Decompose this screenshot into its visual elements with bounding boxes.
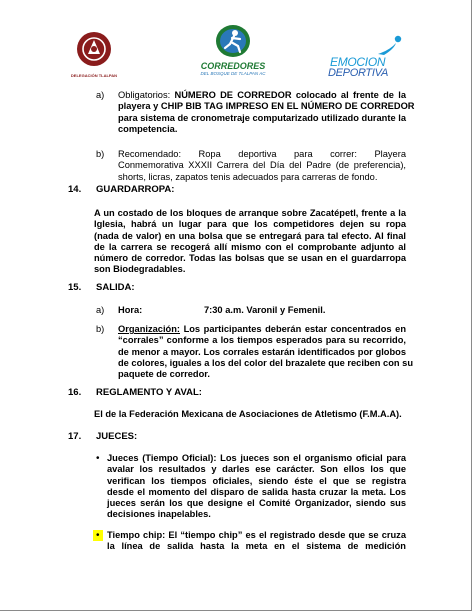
section-15-b-line-4: de colores, iguales a los del color del brazalete que reciben con su bbox=[118, 357, 414, 368]
section-14-title: GUARDARROPA: bbox=[96, 184, 175, 195]
section-14-line-1: A un costado de los bloques de arranque sobre Zacatépetl, frente a la bbox=[94, 208, 406, 218]
section-14-number: 14. bbox=[68, 184, 82, 195]
section-15-b-line-5: paquete de corredor. bbox=[118, 369, 210, 380]
logo-center-word: CORREDORES bbox=[200, 61, 266, 71]
section-15-a-label: a) bbox=[96, 305, 105, 315]
item-b-line-3: shorts, licras, zapatos tenis adecuados para carreras de fondo. bbox=[118, 171, 378, 182]
section-16-text: El de la Federación Mexicana de Asociaciones de Atletismo (F.M.A.A). bbox=[94, 409, 402, 419]
item-b-label: b) bbox=[96, 149, 105, 159]
item-b-line-2: Conmemorativa XXXII Carrera del Día del Padre (de preferencia), bbox=[118, 160, 406, 171]
emocion-deportiva-logo bbox=[322, 34, 410, 80]
bullet-2-marker: • bbox=[93, 530, 103, 541]
section-15-a-value: 7:30 a.m. Varonil y Femenil. bbox=[204, 305, 326, 315]
section-15-b-line-1 bbox=[118, 324, 406, 335]
bullet-1-line-4: desde el momento del disparo de salida hasta cruzar la meta. Los bbox=[107, 486, 406, 497]
item-a-line-1 bbox=[118, 90, 406, 101]
item-a-line-4: competencia. bbox=[118, 123, 178, 134]
section-14-line-3: (nada de valor) en una bolsa que se entregará para tal efecto. Al final bbox=[94, 230, 406, 241]
section-14-line-6: son Biodegradables. bbox=[94, 264, 186, 275]
tlalpan-emblem-icon bbox=[74, 30, 114, 68]
section-15-b-label: b) bbox=[96, 324, 105, 334]
section-15-b-key: Organización: bbox=[118, 324, 180, 334]
section-14-line-4: de la carrera se recogerá allí mismo con el comprobante adjunto al bbox=[94, 241, 406, 252]
section-15-title: SALIDA: bbox=[96, 282, 135, 293]
corredores-logo bbox=[194, 24, 272, 82]
bullet-2-line-2: la línea de salida hasta la meta en el sistema de medición bbox=[107, 541, 406, 552]
item-a-line-1-text: NÚMERO DE CORREDOR colocado al frente de la bbox=[174, 90, 406, 100]
item-b-line-1: Recomendado: Ropa deportiva para correr: Playera bbox=[118, 149, 406, 159]
section-15-b-line-1-text: Los participantes deberán estar concentrados en bbox=[183, 324, 406, 334]
runner-emblem-icon bbox=[213, 24, 253, 58]
section-16-title: REGLAMENTO Y AVAL: bbox=[96, 387, 202, 398]
bullet-1-line-6: decisiones inapelables. bbox=[107, 509, 211, 520]
item-a-line-3: para sistema de cronometraje computarizado utilizado durante la bbox=[118, 112, 406, 123]
bullet-1-marker: • bbox=[96, 453, 100, 464]
section-17-bullet-2 bbox=[107, 530, 406, 553]
logo-left-label: DELEGACIÓN TLALPAN bbox=[70, 73, 118, 78]
section-15-a-key: Hora: bbox=[118, 305, 143, 315]
section-17-title: JUECES: bbox=[96, 431, 138, 442]
logo-right-line2: DEPORTIVA bbox=[328, 67, 389, 79]
section-16-number: 16. bbox=[68, 387, 82, 398]
item-b-text bbox=[118, 149, 406, 183]
item-a-line-2: playera y CHIP BIB TAG IMPRESO EN EL NÚMERO DE CORREDOR bbox=[118, 101, 415, 112]
section-14-line-5: número de corredor. Todas las bolsas que se usan en el guardarropa bbox=[94, 253, 406, 264]
delegacion-tlalpan-logo bbox=[70, 30, 118, 80]
bullet-1-line-2: avalar los resultados y darles ese carácter. Son ellos los que bbox=[107, 464, 406, 475]
bullet-2-line-1: Tiempo chip: El “tiempo chip” es el registrado desde que se cruza bbox=[107, 530, 406, 540]
logo-right-line1: EMOCION bbox=[330, 55, 386, 69]
bullet-1-line-1: Jueces (Tiempo Oficial): Los jueces son el organismo oficial para bbox=[107, 453, 406, 463]
page-header bbox=[0, 0, 473, 84]
bullet-1-line-3: verifican los tiempos oficiales, siendo éste el que se registra bbox=[107, 475, 406, 486]
item-a-text bbox=[118, 90, 415, 135]
section-14-text bbox=[94, 208, 406, 276]
section-17-bullet-1 bbox=[107, 453, 406, 521]
section-17-number: 17. bbox=[68, 431, 82, 442]
section-15-b-line-3: de menor a mayor. Los corrales estarán identificados por globos bbox=[118, 346, 406, 357]
bullet-1-line-5: jueces serán los que designe el Comité Organizador, siendo sus bbox=[107, 498, 406, 509]
item-a-label: a) bbox=[96, 90, 105, 100]
section-15-b-text bbox=[118, 324, 414, 380]
section-14-line-2: Iglesia, habrá un lugar para que los competidores dejen su ropa bbox=[94, 219, 406, 230]
section-15-number: 15. bbox=[68, 282, 82, 293]
section-15-b-line-2: “corrales” conforme a los tiempos esperados para su recorrido, bbox=[118, 335, 406, 346]
logo-center-sub: DEL BOSQUE DE TLALPAN AC bbox=[200, 71, 266, 76]
item-a-lead: Obligatorios: bbox=[118, 90, 175, 100]
swoosh-icon bbox=[376, 34, 406, 56]
